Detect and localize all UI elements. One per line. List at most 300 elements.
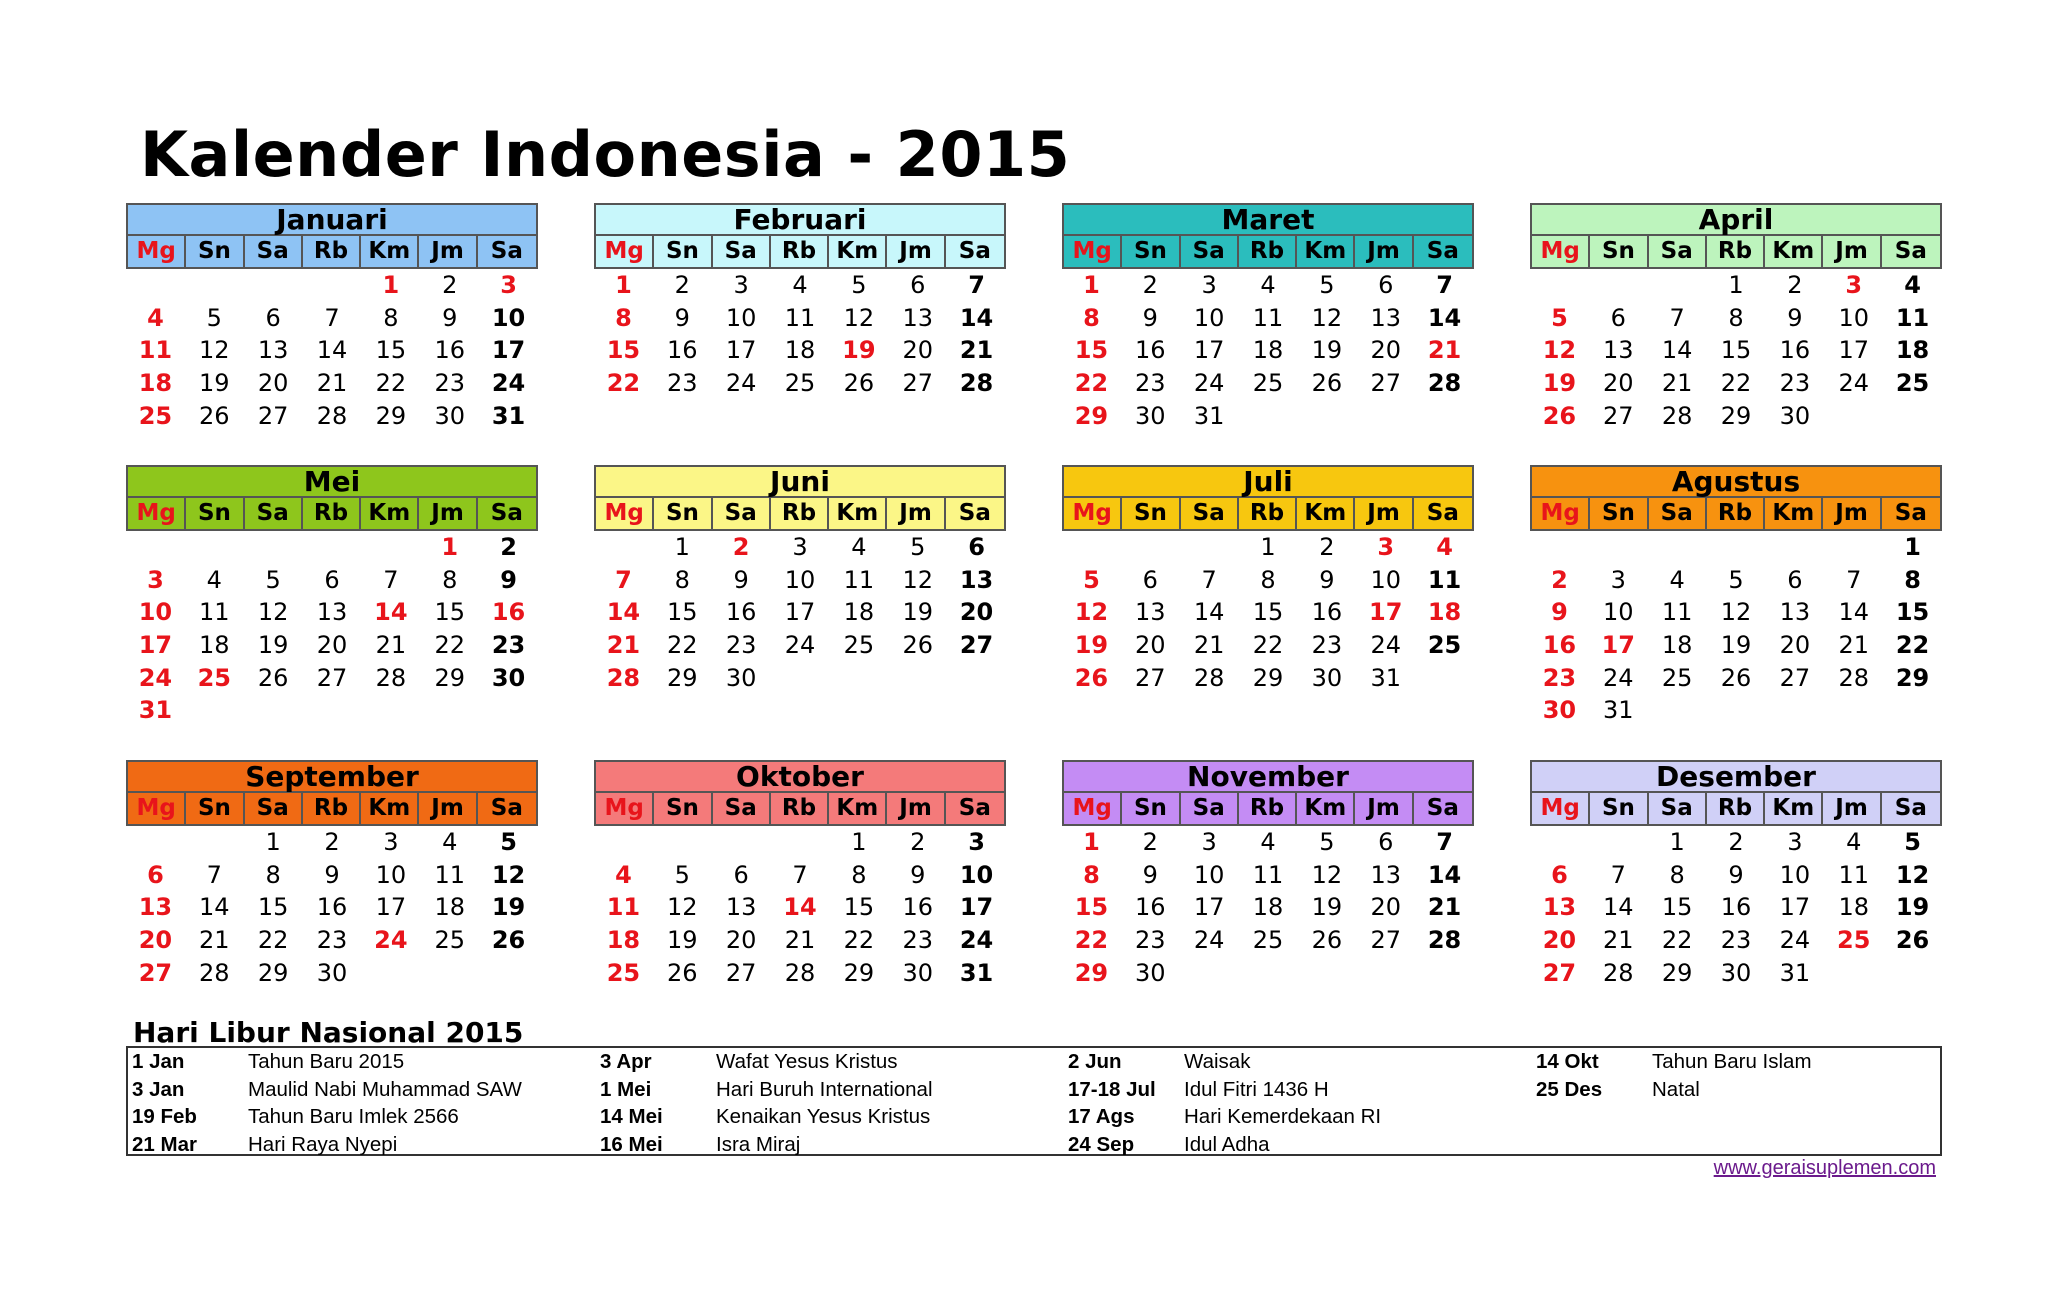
day-cell: 5 [1319,271,1335,299]
month-name: Oktober [594,760,1006,793]
holiday-row [128,1131,588,1159]
day-cell: 12 [1895,860,1930,889]
day-cell: 13 [902,303,933,332]
month-juli [1062,465,1474,694]
day-cell: 18 [1661,631,1693,660]
day-cell: 16 [434,336,465,365]
day-cell: 24 [1193,926,1225,955]
weekday-label: Sa [713,793,771,824]
days-grid [126,269,538,432]
day-cell: 14 [374,598,408,627]
day-cell: 18 [1427,598,1462,627]
day-cell: 30 [902,958,933,987]
day-cell: 15 [843,893,875,922]
weekday-label: Km [361,793,419,824]
day-cell: 2 [324,828,340,856]
holiday-name: Hari Kemerdekaan RI [1184,1105,1382,1128]
month-name: Mei [126,465,538,498]
day-cell: 22 [1252,631,1284,660]
day-cell: 28 [959,369,994,398]
day-cell: 26 [1542,401,1577,430]
empty-cell [361,531,420,564]
day-cell: 8 [442,565,458,594]
weekday-label: Mg [128,793,186,824]
day-cell: 29 [843,958,875,987]
day-cell: 14 [1427,860,1462,889]
empty-cell [771,826,830,859]
day-cell: 11 [1661,598,1693,627]
day-cell: 22 [1074,369,1109,398]
empty-cell [712,826,771,859]
weekday-label: Sa [490,795,523,821]
day-cell: 6 [1142,565,1158,594]
day-cell: 11 [606,893,641,922]
day-cell: 25 [843,631,875,660]
day-cell: 22 [1895,631,1930,660]
day-cell: 24 [725,369,757,398]
day-cell: 5 [1319,828,1335,856]
day-cell: 8 [383,303,399,332]
day-cell: 5 [1728,565,1744,594]
day-cell: 13 [1603,336,1634,365]
weekday-label: Sn [186,498,244,529]
weekday-label: Rb [303,498,361,529]
day-cell: 29 [375,401,407,430]
days-grid [126,826,538,989]
holiday-row [596,1131,1056,1159]
day-cell: 6 [1787,565,1803,594]
day-cell: 10 [1193,303,1225,332]
empty-cell [1180,531,1239,564]
empty-cell [1589,826,1648,859]
holiday-date: 1 Jan [132,1050,185,1073]
day-cell: 2 [500,533,517,561]
holiday-date: 2 Jun [1068,1050,1122,1073]
day-cell: 24 [959,926,994,955]
day-cell: 8 [615,303,632,332]
day-cell: 13 [1779,598,1811,627]
weekday-label: Sn [654,236,712,267]
day-cell: 20 [725,926,757,955]
day-cell: 1 [1904,533,1921,561]
weekday-label: Mg [1064,793,1122,824]
day-cell: 13 [959,565,994,594]
day-cell: 9 [1551,598,1568,627]
day-cell: 12 [1720,598,1752,627]
day-cell: 29 [1074,958,1109,987]
day-cell: 19 [199,369,230,398]
holiday-date: 17-18 Jul [1068,1077,1156,1101]
day-cell: 20 [1370,336,1401,365]
day-cell: 7 [792,860,808,889]
day-cell: 8 [851,860,867,889]
day-cell: 9 [1728,860,1744,889]
day-cell: 2 [442,271,458,299]
weekday-label: Jm [1823,498,1881,529]
day-cell: 7 [1669,303,1685,332]
day-cell: 4 [1846,828,1862,856]
day-cell: 28 [1427,369,1462,398]
day-cell: 15 [606,336,641,365]
day-cell: 18 [784,336,816,365]
holiday-row [128,1076,588,1104]
day-cell: 17 [1779,893,1811,922]
day-cell: 4 [851,533,867,561]
day-cell: 7 [1610,860,1626,889]
weekday-label: Mg [1532,793,1590,824]
day-cell: 6 [1551,860,1568,889]
day-cell: 8 [1083,303,1100,332]
weekday-label: Rb [1239,793,1297,824]
weekday-label: Sa [1181,498,1239,529]
day-cell: 28 [1193,663,1225,692]
day-cell: 26 [1074,663,1109,692]
weekday-label: Rb [771,236,829,267]
holiday-name: Tahun Baru Imlek 2566 [248,1105,459,1128]
day-cell: 7 [1201,565,1217,594]
days-grid [126,531,538,727]
weekday-label: Sa [1426,795,1459,821]
day-cell: 18 [199,631,230,660]
day-cell: 11 [138,336,173,365]
weekday-label: Sa [1181,793,1239,824]
holiday-name: Tahun Baru Islam [1652,1050,1812,1073]
day-cell: 19 [1311,893,1343,922]
weekday-label: Jm [1355,498,1413,529]
weekday-label: Sn [654,498,712,529]
month-name: Desember [1530,760,1942,793]
day-cell: 24 [374,926,408,955]
day-cell: 21 [959,336,994,365]
day-cell: 23 [725,631,757,660]
day-cell: 2 [1142,828,1158,856]
day-cell: 10 [1603,598,1634,627]
day-cell: 14 [783,893,817,922]
day-cell: 14 [1603,893,1634,922]
day-cell: 25 [434,926,465,955]
month-agustus [1530,465,1942,727]
day-cell: 16 [491,598,526,627]
weekday-label: Sa [1894,795,1927,821]
day-cell: 6 [147,860,164,889]
day-cell: 23 [316,926,348,955]
day-cell: 3 [1610,565,1626,594]
day-cell: 22 [434,631,465,660]
day-cell: 27 [316,663,348,692]
day-cell: 23 [1542,663,1577,692]
holiday-row [1064,1076,1524,1104]
weekday-label: Sn [1122,498,1180,529]
weekday-label: Mg [596,498,654,529]
day-cell: 5 [265,565,281,594]
empty-cell [1765,531,1824,564]
weekday-label: Sa [1894,238,1927,264]
day-cell: 1 [1083,828,1100,856]
day-cell: 31 [1370,663,1401,692]
day-cell: 17 [1193,336,1225,365]
day-cell: 12 [667,893,698,922]
day-cell: 10 [1193,860,1225,889]
day-cell: 10 [375,860,407,889]
empty-cell [1648,531,1707,564]
empty-cell [185,269,244,302]
weekday-label: Rb [1239,236,1297,267]
day-cell: 21 [316,369,348,398]
day-cell: 13 [1370,860,1401,889]
holiday-name: Wafat Yesus Kristus [716,1050,898,1073]
holiday-name: Hari Raya Nyepi [248,1132,398,1156]
day-cell: 3 [500,271,517,299]
day-cell: 20 [1135,631,1166,660]
weekday-label: Sa [1894,500,1927,526]
day-cell: 15 [1074,893,1109,922]
day-cell: 26 [1311,369,1343,398]
day-cell: 11 [1838,860,1869,889]
empty-cell [1589,269,1648,302]
holiday-date: 14 Okt [1536,1050,1599,1073]
holiday-date: 3 Jan [132,1077,185,1101]
day-cell: 22 [606,369,641,398]
day-cell: 23 [1135,926,1166,955]
day-cell: 14 [1193,598,1225,627]
day-cell: 27 [1370,369,1401,398]
day-cell: 13 [1370,303,1401,332]
day-cell: 19 [1895,893,1930,922]
day-cell: 11 [843,565,875,594]
day-cell: 11 [1252,860,1284,889]
day-cell: 24 [491,369,526,398]
day-cell: 11 [199,598,230,627]
weekday-label: Sn [186,793,244,824]
day-cell: 9 [500,565,517,594]
day-cell: 27 [257,401,289,430]
weekday-header [1062,236,1474,269]
day-cell: 23 [491,631,526,660]
day-cell: 16 [1779,336,1811,365]
day-cell: 19 [667,926,698,955]
day-cell: 6 [910,271,926,299]
day-cell: 6 [1610,303,1626,332]
day-cell: 22 [667,631,698,660]
weekday-label: Jm [419,236,477,267]
day-cell: 7 [968,271,985,299]
day-cell: 2 [732,533,750,561]
day-cell: 21 [199,926,230,955]
day-cell: 14 [606,598,641,627]
day-cell: 19 [1720,631,1752,660]
empty-cell [1707,531,1766,564]
month-oktober [594,760,1006,989]
weekday-label: Km [1297,793,1355,824]
weekday-label: Sa [1181,236,1239,267]
day-cell: 9 [674,303,690,332]
holiday-name: Isra Miraj [716,1132,801,1156]
day-cell: 4 [442,828,458,856]
day-cell: 27 [1542,958,1577,987]
day-cell: 25 [1895,369,1930,398]
day-cell: 23 [1720,926,1752,955]
day-cell: 3 [147,565,164,594]
weekday-label: Km [1765,793,1823,824]
month-november [1062,760,1474,989]
month-name: Januari [126,203,538,236]
day-cell: 1 [441,533,459,561]
weekday-label: Sa [245,236,303,267]
weekday-header [594,793,1006,826]
empty-cell [244,531,303,564]
weekday-label: Sa [713,498,771,529]
day-cell: 11 [434,860,465,889]
day-cell: 22 [1661,926,1693,955]
days-grid [1062,269,1474,432]
weekday-header [1530,793,1942,826]
day-cell: 25 [138,401,173,430]
day-cell: 30 [1135,401,1166,430]
day-cell: 4 [1669,565,1685,594]
day-cell: 12 [1542,336,1577,365]
day-cell: 1 [851,828,867,856]
day-cell: 14 [199,893,230,922]
day-cell: 13 [138,893,173,922]
day-cell: 17 [959,893,994,922]
weekday-label: Jm [419,498,477,529]
day-cell: 31 [1193,401,1225,430]
day-cell: 3 [1377,533,1395,561]
day-cell: 24 [784,631,816,660]
day-cell: 25 [1661,663,1693,692]
day-cell: 30 [491,663,526,692]
day-cell: 6 [968,533,985,561]
day-cell: 4 [1260,271,1276,299]
day-cell: 26 [257,663,289,692]
day-cell: 17 [1369,598,1403,627]
weekday-label: Mg [596,793,654,824]
empty-cell [1824,531,1883,564]
holiday-row [1064,1131,1524,1159]
day-cell: 15 [1720,336,1752,365]
day-cell: 30 [1779,401,1811,430]
day-cell: 23 [1311,631,1343,660]
day-cell: 20 [959,598,994,627]
weekday-label: Sa [1426,238,1459,264]
weekday-label: Sa [713,236,771,267]
month-januari [126,203,538,432]
day-cell: 19 [1074,631,1109,660]
day-cell: 7 [1436,271,1453,299]
day-cell: 29 [1074,401,1109,430]
day-cell: 20 [1370,893,1401,922]
empty-cell [1530,531,1589,564]
day-cell: 22 [1720,369,1752,398]
day-cell: 31 [959,958,994,987]
weekday-label: Sn [1590,236,1648,267]
day-cell: 13 [257,336,289,365]
day-cell: 16 [1135,893,1166,922]
day-cell: 25 [1427,631,1462,660]
weekday-label: Rb [303,236,361,267]
day-cell: 28 [316,401,348,430]
day-cell: 6 [1378,271,1394,299]
day-cell: 20 [902,336,933,365]
empty-cell [594,531,653,564]
month-mei [126,465,538,727]
weekday-label: Sa [958,238,991,264]
weekday-label: Mg [1064,236,1122,267]
day-cell: 7 [1846,565,1862,594]
empty-cell [1121,531,1180,564]
day-cell: 8 [1904,565,1921,594]
day-cell: 14 [1838,598,1869,627]
weekday-label: Sa [1649,236,1707,267]
holiday-row [596,1048,1056,1076]
day-cell: 30 [1311,663,1343,692]
day-cell: 2 [910,828,926,856]
day-cell: 29 [434,663,465,692]
month-name: Agustus [1530,465,1942,498]
day-cell: 2 [1787,271,1803,299]
weekday-header [594,236,1006,269]
day-cell: 2 [674,271,690,299]
day-cell: 24 [1603,663,1634,692]
weekday-label: Mg [1532,236,1590,267]
day-cell: 12 [1311,860,1343,889]
day-cell: 20 [1779,631,1811,660]
day-cell: 12 [1074,598,1109,627]
day-cell: 16 [1542,631,1577,660]
day-cell: 13 [316,598,348,627]
weekday-label: Rb [1707,236,1765,267]
empty-cell [1648,269,1707,302]
month-desember [1530,760,1942,989]
holiday-row [596,1076,1056,1104]
day-cell: 10 [1838,303,1869,332]
day-cell: 30 [1542,696,1577,725]
day-cell: 6 [324,565,340,594]
day-cell: 20 [1542,926,1577,955]
day-cell: 12 [843,303,875,332]
day-cell: 4 [792,271,808,299]
holiday-name: Natal [1652,1077,1700,1101]
day-cell: 26 [199,401,230,430]
holiday-date: 19 Feb [132,1105,197,1128]
day-cell: 6 [1378,828,1394,856]
day-cell: 15 [1074,336,1109,365]
holiday-row [1064,1048,1524,1076]
day-cell: 24 [1370,631,1401,660]
website-link[interactable]: www.geraisuplemen.com [1713,1157,1936,1179]
holidays-column [1064,1048,1524,1158]
day-cell: 20 [138,926,173,955]
holiday-row [596,1103,1056,1131]
day-cell: 29 [1895,663,1930,692]
weekday-label: Km [829,498,887,529]
day-cell: 7 [1436,828,1453,856]
month-maret [1062,203,1474,432]
day-cell: 28 [199,958,230,987]
day-cell: 10 [1370,565,1401,594]
day-cell: 19 [257,631,289,660]
weekday-label: Mg [128,498,186,529]
days-grid [594,531,1006,694]
day-cell: 17 [725,336,757,365]
day-cell: 1 [1728,271,1744,299]
weekday-label: Km [1765,498,1823,529]
day-cell: 10 [725,303,757,332]
day-cell: 20 [316,631,348,660]
weekday-label: Jm [1823,236,1881,267]
day-cell: 12 [199,336,230,365]
holidays-column [596,1048,1056,1158]
